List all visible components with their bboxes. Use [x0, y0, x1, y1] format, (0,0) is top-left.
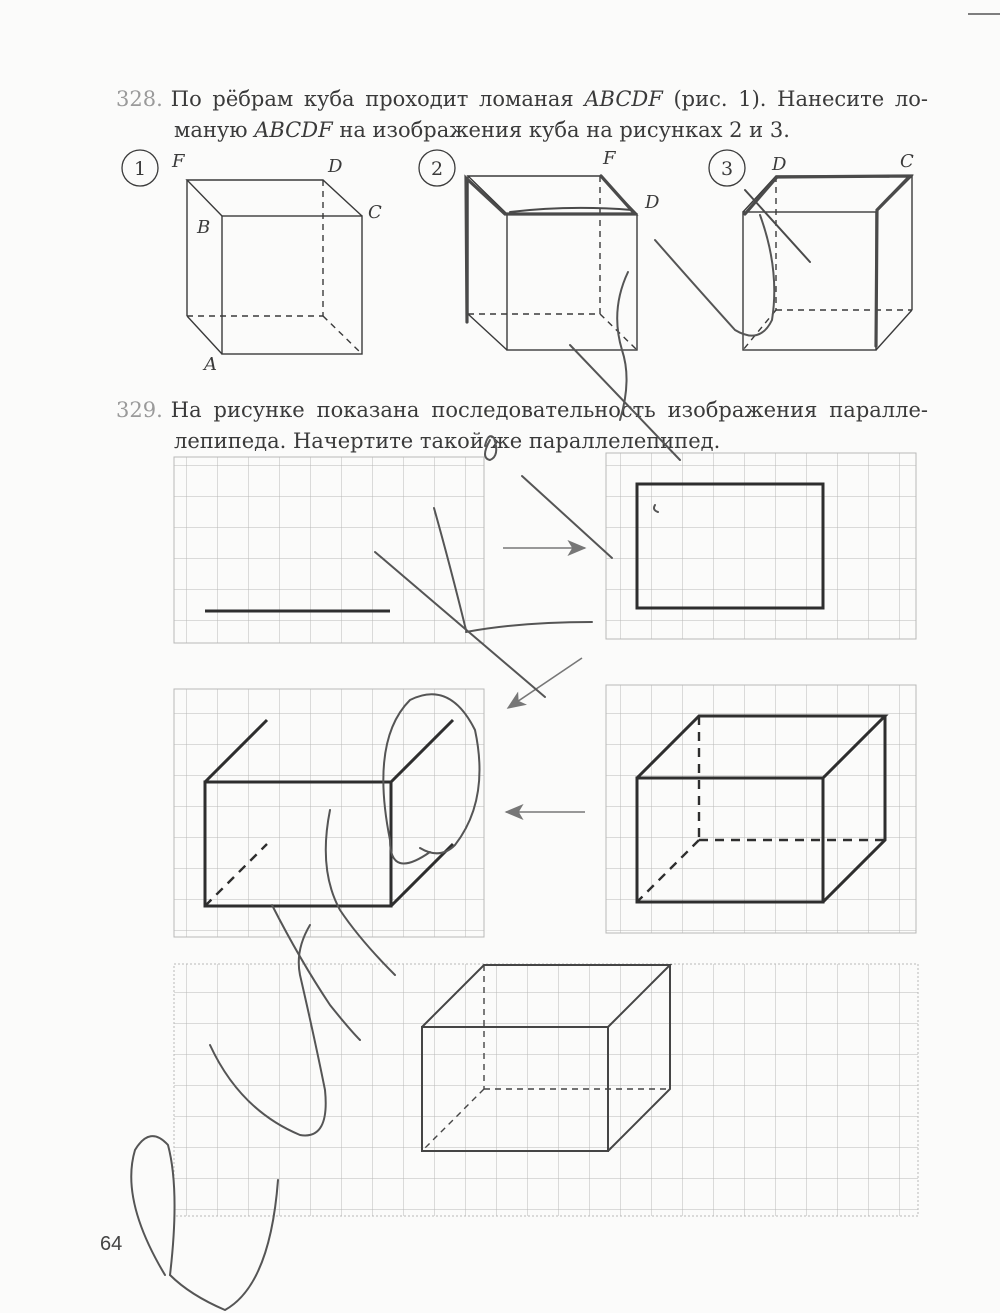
- fig3-label-C: C: [900, 151, 914, 172]
- sequence-arrow-down-left: [508, 658, 582, 708]
- task-328-polyline-name-2: ABCDF: [254, 118, 333, 142]
- figure-1-cube: [187, 180, 362, 354]
- page-number: 64: [100, 1233, 123, 1255]
- fig1-label-F: F: [172, 151, 185, 172]
- fig1-label-A: A: [204, 354, 217, 375]
- task-328-text-2b: на изображения куба на рисунках 2 и 3.: [339, 118, 790, 142]
- task-328-text-1a: По рёбрам куба проходит ломаная: [170, 87, 574, 111]
- task-328-polyline-name-1: ABCDF: [584, 87, 663, 111]
- grid-panel-5: [174, 964, 918, 1216]
- figure-3-badge: [709, 150, 745, 186]
- task-329-number: 329.: [116, 398, 163, 422]
- fig1-label-D: D: [328, 156, 343, 177]
- figure-1-number: 1: [133, 158, 147, 180]
- task-329-text-2: лепипеда. Начертите такой же параллелепипед.: [174, 429, 721, 453]
- grid-panel-1: [174, 457, 484, 643]
- grid-panel-4: [606, 685, 916, 933]
- task-328-number: 328.: [116, 87, 163, 111]
- fig1-label-B: B: [197, 217, 211, 238]
- figure-1-badge: [122, 150, 158, 186]
- figure-2-badge: [419, 150, 455, 186]
- figure-3-pencil-polyline: [745, 176, 910, 346]
- figure-2-number: 2: [430, 158, 444, 180]
- fig2-label-D: D: [645, 192, 660, 213]
- grid-panel-2: [606, 453, 916, 639]
- fig2-label-F: F: [603, 148, 616, 169]
- fig3-label-D: D: [772, 154, 787, 175]
- task-329-text-1: На рисунке показана последовательность изображения паралле-: [170, 398, 928, 422]
- fig1-label-C: C: [368, 202, 382, 223]
- task-328-text-1b: (рис. 1). Нанесите ло-: [673, 87, 928, 111]
- figure-3-number: 3: [720, 158, 734, 180]
- task-328-text-2a: маную: [174, 118, 248, 142]
